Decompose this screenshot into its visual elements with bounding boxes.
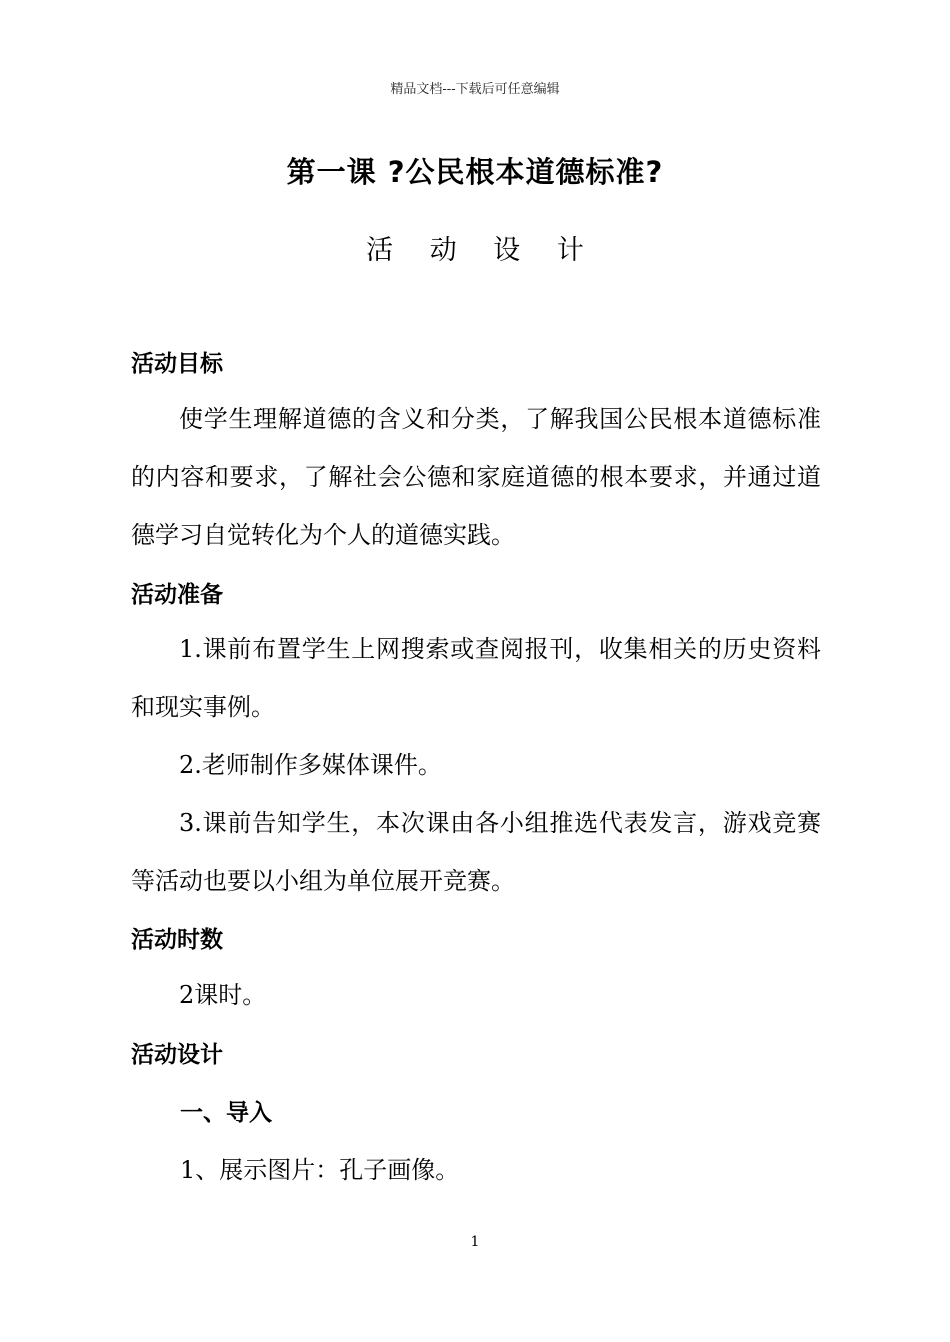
objective-paragraph: 使学生理解道德的含义和分类，了解我国公民根本道德标准的内容和要求，了解社会公德和家庭道德的根本要求，并通过道德学习自觉转化为个人的道德实践。 <box>131 405 821 549</box>
preparation-item-1: 1.课前布置学生上网搜索或查阅报刊，收集相关的历史资料和现实事例。 <box>131 635 821 721</box>
document-subtitle: 活 动 设 计 <box>366 235 598 266</box>
section-heading-objective: 活动目标 <box>131 351 223 377</box>
hours-paragraph: 2课时。 <box>179 981 267 1009</box>
preparation-item-3: 3.课前告知学生，本次课由各小组推选代表发言，游戏竞赛等活动也要以小组为单位展开竞赛。 <box>131 809 821 895</box>
section-heading-preparation: 活动准备 <box>131 582 223 608</box>
document-title: 第一课 ?公民根本道德标准? <box>286 155 664 189</box>
section-heading-design: 活动设计 <box>131 1042 223 1068</box>
page-number: 1 <box>470 1234 480 1250</box>
preparation-item-2: 2.老师制作多媒体课件。 <box>179 751 442 779</box>
design-item-1: 1、展示图片：孔子画像。 <box>180 1156 460 1184</box>
design-subheading-intro: 一、导入 <box>180 1100 272 1126</box>
section-heading-hours: 活动时数 <box>131 927 223 953</box>
page-header: 精品文档---下载后可任意编辑 <box>390 82 560 97</box>
